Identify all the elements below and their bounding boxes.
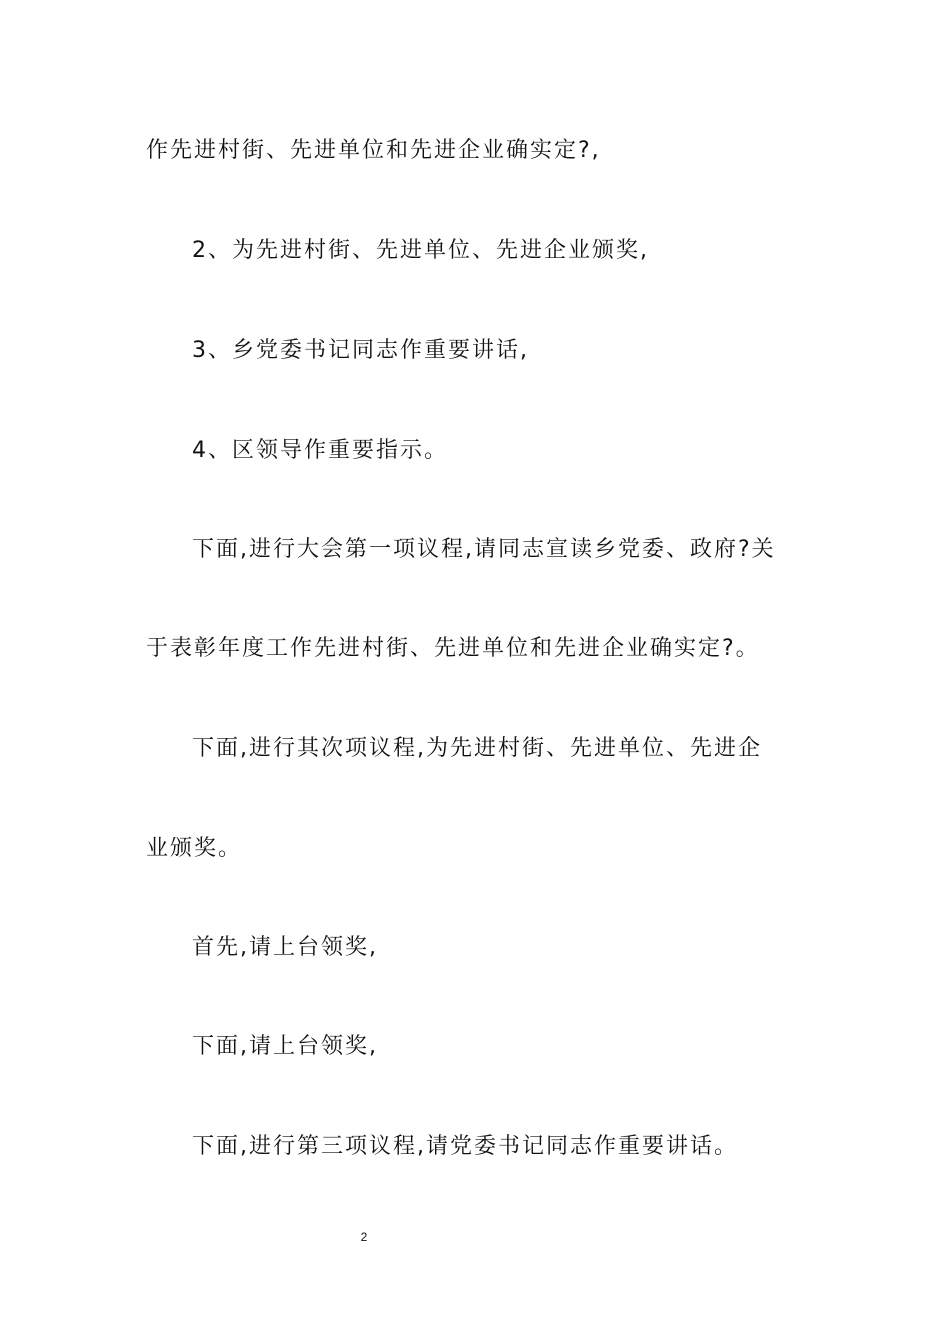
text-line-11: 下面,进行第三项议程,请党委书记同志作重要讲话。 xyxy=(192,1134,738,1159)
text-line-5: 下面,进行大会第一项议程,请同志宣读乡党委、政府?关 xyxy=(192,537,776,562)
text-line-6: 于表彰年度工作先进村街、先进单位和先进企业确实定?。 xyxy=(146,636,760,661)
text-line-2: 2、为先进村街、先进单位、先进企业颁奖, xyxy=(192,238,649,263)
text-line-7: 下面,进行其次项议程,为先进村街、先进单位、先进企 xyxy=(192,736,762,761)
text-line-1: 作先进村街、先进单位和先进企业确实定?, xyxy=(146,138,601,163)
text-line-4: 4、区领导作重要指示。 xyxy=(192,438,448,463)
text-line-3: 3、乡党委书记同志作重要讲话, xyxy=(192,338,529,363)
text-line-8: 业颁奖。 xyxy=(146,836,243,861)
text-line-10: 下面,请上台领奖, xyxy=(192,1034,378,1059)
page-number: 2 xyxy=(360,1230,368,1244)
text-line-9: 首先,请上台领奖, xyxy=(192,935,378,960)
